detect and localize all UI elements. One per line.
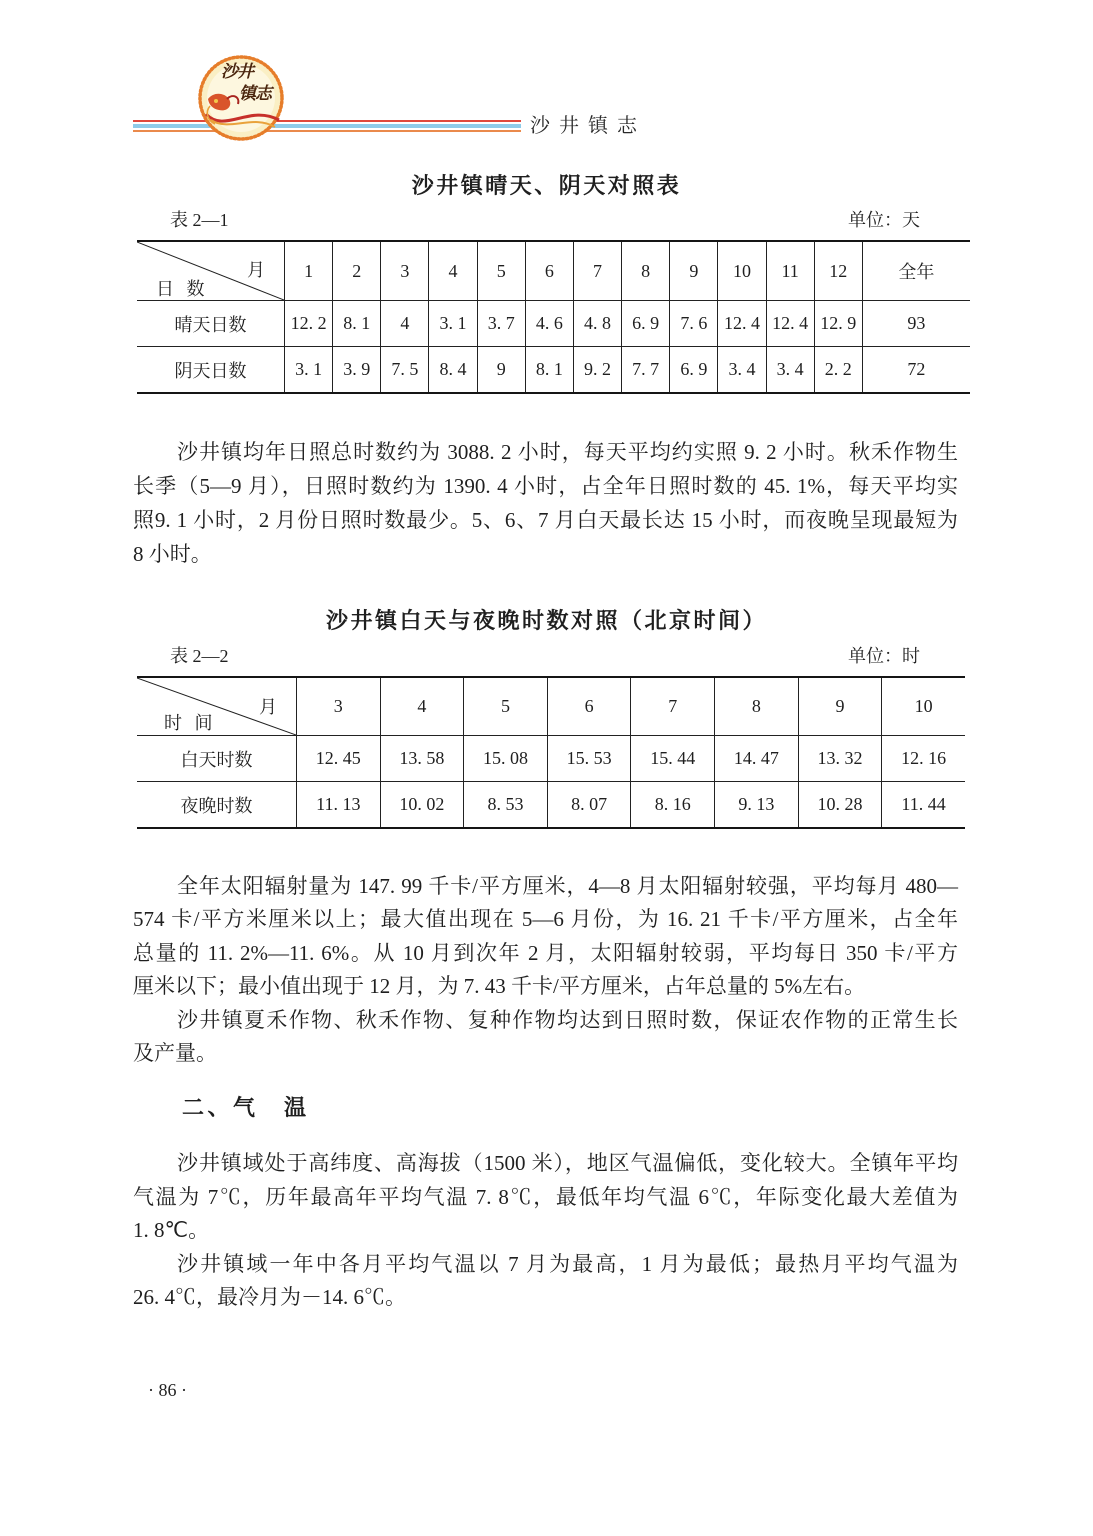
table-header-cell: 6 bbox=[547, 677, 631, 736]
paragraph bbox=[133, 1147, 958, 1315]
paragraph-line: 沙井镇域处于高纬度、高海拔（1500 米），地区气温偏低，变化较大。全镇年平均 bbox=[177, 1151, 958, 1175]
table-header-cell: 5 bbox=[477, 241, 525, 301]
table-cell: 7. 5 bbox=[381, 347, 429, 394]
table-cell: 8. 1 bbox=[333, 301, 381, 347]
table-row bbox=[137, 347, 970, 394]
table-cell: 9. 2 bbox=[573, 347, 621, 394]
table-cell: 4. 6 bbox=[525, 301, 573, 347]
header-rule-red bbox=[133, 120, 521, 122]
paragraph bbox=[133, 870, 958, 1070]
table-title: 沙井镇晴天、阴天对照表 bbox=[411, 174, 682, 199]
table-header-cell: 4 bbox=[380, 677, 464, 736]
table-header-cell: 1 bbox=[285, 241, 333, 301]
day-night-hours-table bbox=[137, 676, 965, 829]
paragraph-line: 总量的 11. 2%—11. 6%。从 10 月到次年 2 月，太阳辐射较弱，平均每日 350 卡/平方 bbox=[133, 940, 958, 965]
sunny-cloudy-days-table bbox=[137, 240, 970, 394]
table-header-cell: 11 bbox=[766, 241, 814, 301]
table-header-cell: 10 bbox=[882, 677, 965, 736]
table-header-cell: 10 bbox=[718, 241, 766, 301]
table-number: 表 2—2 bbox=[170, 646, 229, 666]
table-unit: 单位：天 bbox=[848, 210, 920, 230]
table-cell: 15. 53 bbox=[547, 736, 631, 782]
table-cell: 3. 4 bbox=[718, 347, 766, 394]
table-header-cell: 3 bbox=[381, 241, 429, 301]
table-header-cell: 4 bbox=[429, 241, 477, 301]
table-title: 沙井镇白天与夜晚时数对照（北京时间） bbox=[325, 609, 767, 634]
page-number: · 86 · bbox=[148, 1380, 187, 1400]
table-cell: 10. 28 bbox=[798, 782, 882, 829]
paragraph-line: 沙井镇均年日照总时数约为 3088. 2 小时，每天平均约实照 9. 2 小时。秋禾作物生 bbox=[177, 440, 958, 464]
table-cell: 8. 1 bbox=[525, 347, 573, 394]
table-cell: 10. 02 bbox=[380, 782, 464, 829]
table-cell: 93 bbox=[862, 301, 970, 347]
table-row bbox=[137, 736, 965, 782]
table-corner-header bbox=[137, 241, 285, 301]
table-cell: 8. 07 bbox=[547, 782, 631, 829]
table-header-cell: 12 bbox=[814, 241, 862, 301]
table-cell: 12. 16 bbox=[882, 736, 965, 782]
table-cell: 12. 4 bbox=[718, 301, 766, 347]
table-cell: 12. 2 bbox=[285, 301, 333, 347]
table-row-label: 晴天日数 bbox=[137, 301, 285, 347]
paragraph-line: 沙井镇域一年中各月平均气温以 7 月为最高，1 月为最低；最热月平均气温为 bbox=[177, 1251, 958, 1276]
paragraph-line: 1. 8℃。 bbox=[133, 1218, 210, 1242]
table-cell: 3. 9 bbox=[333, 347, 381, 394]
paragraph-line: 全年太阳辐射量为 147. 99 千卡/平方厘米，4—8 月太阳辐射较强，平均每月 480— bbox=[177, 874, 958, 898]
table-cell: 6. 9 bbox=[670, 347, 718, 394]
paragraph-line: 气温为 7℃，历年最高年平均气温 7. 8℃，最低年均气温 6℃，年际变化最大差值为 bbox=[133, 1184, 958, 1209]
table-number: 表 2—1 bbox=[170, 210, 229, 230]
header-rule-orange bbox=[133, 130, 521, 132]
table-header-cell: 3 bbox=[297, 677, 381, 736]
paragraph-line: 照9. 1 小时，2 月份日照时数最少。5、6、7 月白天最长达 15 小时，而夜晚呈现最短为 bbox=[133, 508, 958, 532]
table-cell: 15. 44 bbox=[631, 736, 715, 782]
logo-lettering-bottom: 镇志 bbox=[239, 84, 271, 104]
table-cell: 3. 4 bbox=[766, 347, 814, 394]
table-cell: 13. 32 bbox=[798, 736, 882, 782]
table-cell: 7. 7 bbox=[622, 347, 670, 394]
table-row-label: 夜晚时数 bbox=[180, 795, 253, 816]
table-header-cell: 全年 bbox=[862, 241, 970, 301]
table-cell: 8. 4 bbox=[429, 347, 477, 394]
logo-lettering-top: 沙井 bbox=[221, 62, 253, 82]
table-row-label: 阴天日数 bbox=[174, 360, 247, 381]
table-header-cell: 6 bbox=[525, 241, 573, 301]
table-cell: 72 bbox=[862, 347, 970, 394]
table-row-label: 白天时数 bbox=[137, 736, 297, 782]
table-corner-header bbox=[137, 677, 297, 736]
paragraph-line: 及产量。 bbox=[133, 1040, 217, 1065]
table-header-cell: 8 bbox=[622, 241, 670, 301]
table-header-row bbox=[137, 677, 965, 736]
paragraph-line: 长季（5—9 月），日照时数约为 1390. 4 小时，占全年日照时数的 45. 1%，每天平均实 bbox=[133, 474, 958, 498]
table-cell: 3. 1 bbox=[285, 347, 333, 394]
table-cell: 3. 7 bbox=[477, 301, 525, 347]
table-header-cell: 5 bbox=[464, 677, 548, 736]
table-header-cell: 7 bbox=[573, 241, 621, 301]
table-cell: 2. 2 bbox=[814, 347, 862, 394]
paragraph-line: 574 卡/平方米厘米以上；最大值出现在 5—6 月份，为 16. 21 千卡/平方厘米，占全年 bbox=[133, 907, 958, 932]
paragraph bbox=[133, 435, 958, 571]
corner-column-label: 月 bbox=[259, 697, 277, 717]
table-row bbox=[137, 301, 970, 347]
table-cell: 13. 58 bbox=[380, 736, 464, 782]
table-cell: 4. 8 bbox=[573, 301, 621, 347]
table-header-cell: 8 bbox=[715, 677, 799, 736]
table-header-cell: 9 bbox=[670, 241, 718, 301]
running-title: 沙井镇志 bbox=[530, 113, 646, 137]
section-heading: 二、气 温 bbox=[182, 1096, 310, 1121]
gazetteer-logo bbox=[197, 54, 285, 142]
header-rule-blue bbox=[133, 124, 521, 128]
table-cell: 3. 1 bbox=[429, 301, 477, 347]
table-cell: 12. 45 bbox=[297, 736, 381, 782]
table-cell: 14. 47 bbox=[715, 736, 799, 782]
table-cell: 6. 9 bbox=[622, 301, 670, 347]
table-cell: 8. 53 bbox=[464, 782, 548, 829]
corner-row-label: 日 数 bbox=[156, 279, 209, 299]
table-unit: 单位：时 bbox=[848, 646, 920, 666]
table-cell: 8. 16 bbox=[631, 782, 715, 829]
table-cell: 4 bbox=[381, 301, 429, 347]
table-header-cell: 7 bbox=[631, 677, 715, 736]
corner-row-label: 时 间 bbox=[164, 713, 217, 733]
paragraph-line: 26. 4℃，最冷月为－14. 6℃。 bbox=[133, 1285, 406, 1309]
table-cell: 11. 13 bbox=[297, 782, 381, 829]
table-cell: 15. 08 bbox=[464, 736, 548, 782]
table-header-row bbox=[137, 241, 970, 301]
table-cell: 9. 13 bbox=[715, 782, 799, 829]
table-row bbox=[137, 782, 965, 829]
table-header-cell: 9 bbox=[798, 677, 882, 736]
table-cell: 12. 9 bbox=[814, 301, 862, 347]
table-cell: 9 bbox=[477, 347, 525, 394]
paragraph-line: 厘米以下；最小值出现于 12 月，为 7. 43 千卡/平方厘米，占年总量的 5%左右。 bbox=[133, 974, 866, 999]
table-cell: 11. 44 bbox=[882, 782, 965, 829]
table-header-cell: 2 bbox=[333, 241, 381, 301]
corner-column-label: 月 bbox=[247, 260, 265, 280]
table-cell: 12. 4 bbox=[766, 301, 814, 347]
table-cell: 7. 6 bbox=[670, 301, 718, 347]
paragraph-line: 8 小时。 bbox=[133, 542, 212, 566]
paragraph-line: 沙井镇夏禾作物、秋禾作物、复种作物均达到日照时数，保证农作物的正常生长 bbox=[177, 1007, 958, 1032]
